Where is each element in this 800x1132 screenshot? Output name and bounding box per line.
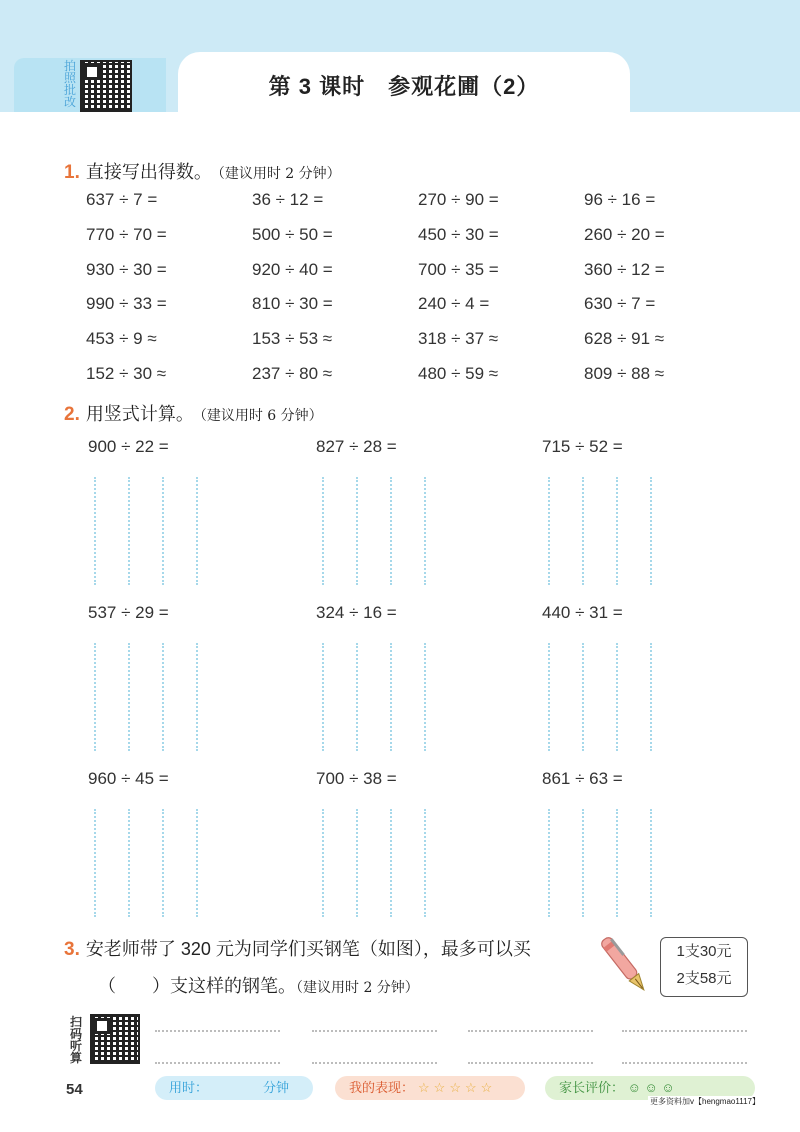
star-rating-icon[interactable]: ☆☆☆☆☆ [418,1080,497,1095]
work-area-guide-line [650,809,652,917]
oral-problem[interactable]: 270 ÷ 90 = [418,190,499,209]
answer-line[interactable] [155,1030,280,1032]
answer-line[interactable] [622,1062,747,1064]
section-2-hint: （建议用时 6 分钟） [199,408,323,424]
answer-line[interactable] [312,1030,437,1032]
vertical-problem[interactable]: 537 ÷ 29 = [88,603,169,622]
work-area-guide-line [196,643,198,751]
section-2-title: 用竖式计算。 [85,404,194,424]
work-area-guide-line [424,643,426,751]
price-double: 2支58元 [676,970,732,987]
section-1-number: 1. [64,162,80,183]
work-area-guide-line [94,643,96,751]
work-area-guide-line [548,809,550,917]
vertical-problem[interactable]: 960 ÷ 45 = [88,769,169,788]
oral-problem[interactable]: 810 ÷ 30 = [252,294,333,313]
section-1-title: 直接写出得数。 [85,162,212,182]
oral-problem[interactable]: 930 ÷ 30 = [86,260,167,279]
price-single: 1支30元 [676,943,732,960]
oral-problem[interactable]: 96 ÷ 16 = [584,190,656,209]
section-2-heading [64,400,323,426]
section-2-number: 2. [64,404,80,425]
oral-problem[interactable]: 500 ÷ 50 = [252,225,333,244]
work-area-guide-line [162,809,164,917]
work-area-guide-line [128,477,130,585]
section-3-number: 3. [64,939,80,960]
oral-problem[interactable]: 36 ÷ 12 = [252,190,324,209]
work-area-guide-line [322,809,324,917]
work-area-guide-line [162,643,164,751]
qr-label-top: 拍照批改 [63,59,76,109]
work-area-guide-line [650,477,652,585]
oral-problem[interactable]: 237 ÷ 80 ≈ [252,364,333,383]
time-unit: 分钟 [263,1080,290,1095]
work-area-guide-line [356,643,358,751]
work-area-guide-line [94,809,96,917]
work-area-guide-line [390,809,392,917]
oral-problem[interactable]: 450 ÷ 30 = [418,225,499,244]
work-area-guide-line [424,477,426,585]
oral-problem[interactable]: 809 ÷ 88 ≈ [584,364,665,383]
watermark: 更多资料加v【hengmao1117】 [650,1097,760,1106]
work-area-guide-line [390,643,392,751]
oral-problem[interactable]: 628 ÷ 91 ≈ [584,329,665,348]
work-area-guide-line [582,477,584,585]
work-area-guide-line [582,643,584,751]
section-1-heading [64,158,341,184]
vertical-problem[interactable]: 440 ÷ 31 = [542,603,623,622]
answer-line[interactable] [468,1062,593,1064]
work-area-guide-line [616,643,618,751]
work-area-guide-line [356,477,358,585]
work-area-guide-line [616,809,618,917]
oral-problem[interactable]: 480 ÷ 59 ≈ [418,364,499,383]
oral-problem[interactable]: 700 ÷ 35 = [418,260,499,279]
section-1-hint: （建议用时 2 分钟） [217,166,341,182]
smiley-faces-icon[interactable]: ☺ ☺ ☺ [627,1080,675,1095]
oral-problem[interactable]: 990 ÷ 33 = [86,294,167,313]
parent-review-label: 家长评价： [559,1080,625,1095]
oral-problem[interactable]: 630 ÷ 7 = [584,294,656,313]
oral-problem[interactable]: 318 ÷ 37 ≈ [418,329,499,348]
work-area-guide-line [616,477,618,585]
answer-line[interactable] [622,1030,747,1032]
vertical-problem[interactable]: 827 ÷ 28 = [316,437,397,456]
performance-pill [335,1076,525,1100]
answer-line[interactable] [312,1062,437,1064]
performance-label: 我的表现： [349,1080,415,1095]
work-area-guide-line [356,809,358,917]
work-area-guide-line [128,809,130,917]
qr-label-bottom: 扫码听算 [69,1015,82,1065]
section-3-hint: （建议用时 2 分钟） [296,980,419,996]
oral-problem[interactable]: 153 ÷ 53 ≈ [252,329,333,348]
oral-problem[interactable]: 260 ÷ 20 = [584,225,665,244]
work-area-guide-line [162,477,164,585]
work-area-guide-line [424,809,426,917]
work-area-guide-line [390,477,392,585]
work-area-guide-line [548,643,550,751]
oral-problem[interactable]: 637 ÷ 7 = [86,190,158,209]
vertical-problem[interactable]: 861 ÷ 63 = [542,769,623,788]
vertical-problem[interactable]: 900 ÷ 22 = [88,437,169,456]
work-area-guide-line [128,643,130,751]
section-3-text-2[interactable]: （ ）支这样的钢笔。 [98,976,296,996]
section-3-line-1 [64,935,531,961]
oral-problem[interactable]: 920 ÷ 40 = [252,260,333,279]
time-label: 用时： [169,1080,209,1095]
work-area-guide-line [322,477,324,585]
vertical-problem[interactable]: 715 ÷ 52 = [542,437,623,456]
oral-problem[interactable]: 453 ÷ 9 ≈ [86,329,157,348]
work-area-guide-line [322,643,324,751]
work-area-guide-line [582,809,584,917]
qr-code-icon[interactable] [80,60,132,112]
work-area-guide-line [196,477,198,585]
work-area-guide-line [196,809,198,917]
answer-line[interactable] [468,1030,593,1032]
page-number: 54 [66,1081,83,1098]
section-3-line-2 [98,972,419,998]
oral-problem[interactable]: 152 ÷ 30 ≈ [86,364,167,383]
work-area-guide-line [650,643,652,751]
pen-icon [596,932,656,1002]
qr-code-audio-icon[interactable] [90,1014,140,1064]
oral-problem[interactable]: 240 ÷ 4 = [418,294,490,313]
page-title: 第 3 课时 参观花圃（2） [268,74,540,99]
oral-problem[interactable]: 770 ÷ 70 = [86,225,167,244]
time-pill [155,1076,313,1100]
vertical-problem[interactable]: 700 ÷ 38 = [316,769,397,788]
section-3-text-1: 安老师带了 320 元为同学们买钢笔（如图），最多可以买 [85,939,531,959]
price-box [660,937,748,997]
vertical-problem[interactable]: 324 ÷ 16 = [316,603,397,622]
work-area-guide-line [548,477,550,585]
answer-line[interactable] [155,1062,280,1064]
work-area-guide-line [94,477,96,585]
oral-problem[interactable]: 360 ÷ 12 = [584,260,665,279]
